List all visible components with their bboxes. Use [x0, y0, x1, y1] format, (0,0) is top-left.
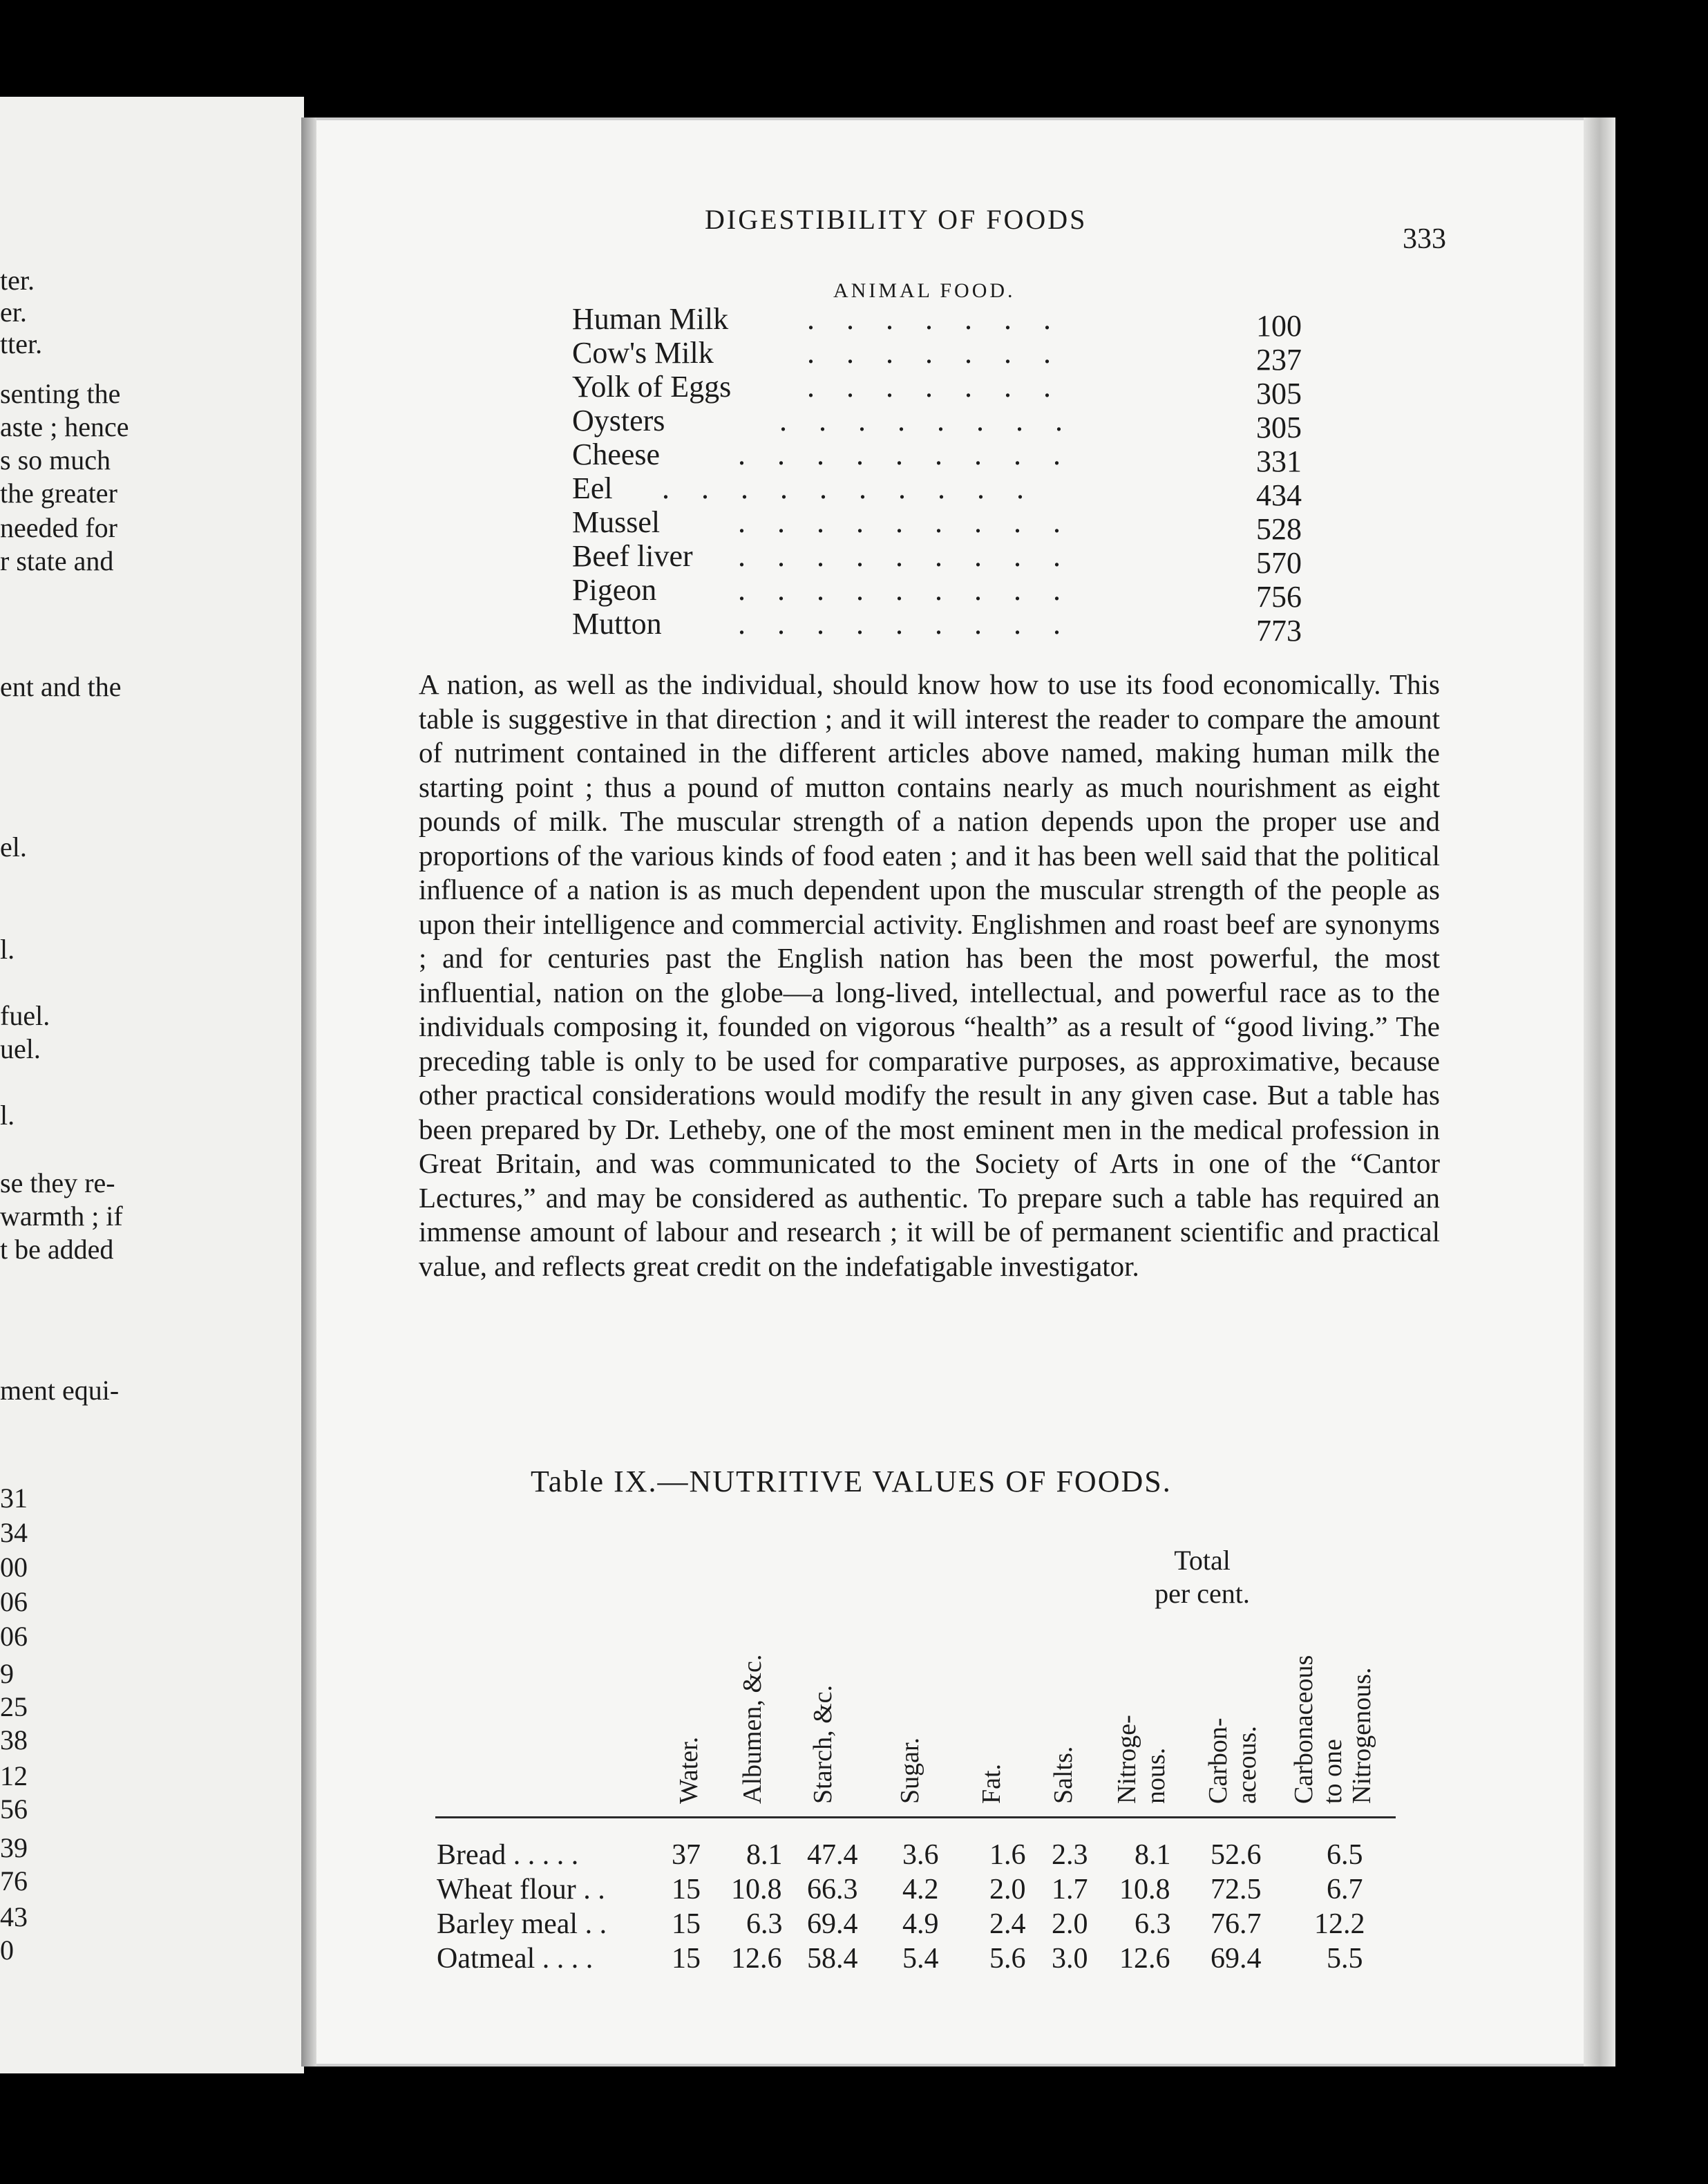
- food-name: Pigeon: [572, 573, 657, 607]
- cell-ratio: 12.2: [1314, 1908, 1365, 1940]
- cell-albumen: 6.3: [746, 1908, 783, 1940]
- food-name: Yolk of Eggs: [572, 370, 732, 404]
- left-line: er.: [0, 296, 27, 328]
- left-line: aste ; hence: [0, 411, 129, 442]
- cell-carbonaceous: 76.7: [1211, 1908, 1262, 1940]
- cell-ratio: 6.7: [1327, 1874, 1363, 1905]
- cell-starch: 47.4: [807, 1839, 858, 1871]
- cell-water: 15: [672, 1943, 701, 1975]
- cell-sugar: 3.6: [902, 1839, 939, 1871]
- left-line: l.: [0, 1100, 15, 1131]
- leader-dots: .......: [807, 370, 1083, 404]
- left-number: 39: [0, 1832, 28, 1863]
- leader-dots: .........: [738, 505, 1092, 539]
- food-name: Oysters: [572, 404, 665, 437]
- food-value: 756: [1256, 580, 1302, 614]
- left-number: 76: [0, 1865, 28, 1896]
- column-header-starch: Starch, &c.: [808, 1684, 837, 1804]
- cell-salts: 1.7: [1052, 1874, 1088, 1905]
- cell-ratio: 6.5: [1327, 1839, 1363, 1871]
- table-rule: [435, 1816, 1396, 1818]
- group-label: Total per cent.: [1155, 1545, 1250, 1609]
- food-name: Cow's Milk: [572, 336, 714, 370]
- left-number: 06: [0, 1621, 28, 1652]
- cell-fat: 5.6: [989, 1943, 1026, 1975]
- food-name: Mutton: [572, 607, 662, 641]
- cell-fat: 2.0: [989, 1874, 1026, 1905]
- cell-starch: 69.4: [807, 1908, 858, 1940]
- left-line: el.: [0, 831, 27, 863]
- left-number: 31: [0, 1482, 28, 1514]
- left-line: needed for: [0, 512, 117, 543]
- cell-sugar: 5.4: [902, 1943, 939, 1975]
- food-list-item: [572, 335, 1360, 377]
- food-list-item: [572, 369, 1360, 411]
- column-header-salts: Salts.: [1049, 1746, 1078, 1804]
- food-name: Beef liver: [572, 539, 693, 573]
- page-number: 333: [1403, 223, 1446, 255]
- left-number: 34: [0, 1517, 28, 1548]
- cell-salts: 2.3: [1052, 1839, 1088, 1871]
- cell-food: Wheat flour . .: [437, 1874, 605, 1905]
- food-value: 528: [1256, 512, 1302, 546]
- table-row: [437, 1838, 1404, 1873]
- cell-water: 15: [672, 1874, 701, 1905]
- column-header-water: Water.: [674, 1736, 703, 1804]
- cell-salts: 3.0: [1052, 1943, 1088, 1975]
- cell-carbonaceous: 52.6: [1211, 1839, 1262, 1871]
- cell-albumen: 8.1: [746, 1839, 783, 1871]
- left-number: 43: [0, 1901, 28, 1932]
- left-number: 06: [0, 1586, 28, 1617]
- cell-albumen: 10.8: [731, 1874, 782, 1905]
- cell-food: Barley meal . .: [437, 1908, 607, 1940]
- cell-starch: 66.3: [807, 1874, 858, 1905]
- left-number: 25: [0, 1691, 28, 1722]
- left-number: 9: [0, 1658, 14, 1689]
- cell-nitrogenous: 8.1: [1135, 1839, 1171, 1871]
- cell-ratio: 5.5: [1327, 1943, 1363, 1975]
- left-line: senting the: [0, 378, 121, 409]
- left-line: the greater: [0, 478, 117, 509]
- cell-nitrogenous: 12.6: [1119, 1943, 1170, 1975]
- column-header-carbonaceous-1: Carbon-: [1204, 1717, 1233, 1804]
- left-number: 00: [0, 1552, 28, 1583]
- column-header-carbonaceous-2: aceous.: [1233, 1726, 1262, 1804]
- left-number: 12: [0, 1760, 28, 1791]
- table-title: Table IX.—NUTRITIVE VALUES OF FOODS.: [531, 1465, 1172, 1498]
- column-header-fat: Fat.: [977, 1763, 1006, 1804]
- running-header: DIGESTIBILITY OF FOODS: [705, 204, 1088, 235]
- food-value: 773: [1256, 614, 1302, 648]
- left-line: s so much: [0, 444, 111, 476]
- body-paragraph: A nation, as well as the individual, should know how to use its food economically. This table is suggestive in that direction ; and it will interest the reader to compare the amount of nutriment contained in the different articles above named, making human milk the starting point ; thus a pound of mutton contains nearly as much nourishment as eight pounds of milk. The muscular strength of a nation depends upon the proper use and proportions of the various kinds of food eaten ; and it has been well said that the political influence of a nation is as much dependent upon the muscular strength of the people as upon their intelligence and commercial activity. Englishmen and roast beef are synonyms ; and for centuries past the English nation has been the most powerful, the most influential, nation on the globe—a long-lived, intellectual, and powerful race as to the individuals composing it, founded on vigorous “health” as a result of “good living.” The preceding table is only to be used for comparative purposes, as approximative, because other practical considerations would modify the result in any given case. But a table has been prepared by Dr. Letheby, one of the most eminent men in the medical profession in Great Britain, and was communicated to the Society of Arts in one of the “Cantor Lectures,” and may be considered as authentic. To prepare such a table has required an immense amount of labour and research ; it will be of permanent scientific and practical value, and reflects great credit on the indefatigable investigator.: [419, 668, 1440, 1282]
- food-value: 570: [1256, 546, 1302, 580]
- cell-fat: 2.4: [989, 1908, 1026, 1940]
- column-header-ratio-3: Nitrogenous.: [1347, 1667, 1376, 1804]
- left-line: warmth ; if: [0, 1201, 123, 1232]
- leader-dots: .........: [738, 539, 1092, 573]
- cell-carbonaceous: 72.5: [1211, 1874, 1262, 1905]
- cell-nitrogenous: 10.8: [1119, 1874, 1170, 1905]
- left-line: uel.: [0, 1033, 41, 1064]
- table-row: [437, 1942, 1404, 1977]
- leader-dots: .......: [807, 302, 1083, 336]
- food-value: 237: [1256, 343, 1302, 377]
- cell-sugar: 4.9: [902, 1908, 939, 1940]
- cell-food: Oatmeal . . . .: [437, 1943, 594, 1975]
- leader-dots: ........: [779, 404, 1094, 437]
- column-header-albumen: Albumen, &c.: [738, 1654, 767, 1804]
- food-name: Cheese: [572, 437, 661, 471]
- left-line: tter.: [0, 328, 43, 359]
- page-edge: [1584, 117, 1615, 2067]
- food-value: 331: [1256, 444, 1302, 478]
- food-value: 434: [1256, 478, 1302, 512]
- left-line: ment equi-: [0, 1375, 120, 1406]
- left-line: r state and: [0, 545, 114, 576]
- table-row: [437, 1873, 1404, 1908]
- food-value: 305: [1256, 411, 1302, 444]
- food-list-item: [572, 505, 1360, 546]
- left-page: [0, 97, 304, 2073]
- left-number: 38: [0, 1724, 28, 1755]
- cell-carbonaceous: 69.4: [1211, 1943, 1262, 1975]
- cell-water: 37: [672, 1839, 701, 1871]
- cell-food: Bread . . . . .: [437, 1839, 579, 1871]
- food-list-item: [572, 572, 1360, 614]
- food-name: Human Milk: [572, 302, 729, 336]
- cell-fat: 1.6: [989, 1839, 1026, 1871]
- column-header-nitrogenous-1: Nitroge-: [1112, 1715, 1141, 1804]
- table-row: [437, 1908, 1404, 1942]
- cell-nitrogenous: 6.3: [1135, 1908, 1171, 1940]
- left-line: se they re-: [0, 1167, 115, 1198]
- leader-dots: .........: [738, 573, 1092, 607]
- left-line: t be added: [0, 1234, 114, 1265]
- leader-dots: ..........: [662, 471, 1056, 505]
- cell-water: 15: [672, 1908, 701, 1940]
- column-header-sugar: Sugar.: [895, 1737, 924, 1804]
- food-name: Eel: [572, 471, 613, 505]
- column-header-nitrogenous-2: nous.: [1141, 1747, 1170, 1804]
- leader-dots: .......: [807, 336, 1083, 370]
- cell-sugar: 4.2: [902, 1874, 939, 1905]
- food-list-item: [572, 437, 1360, 478]
- cell-starch: 58.4: [807, 1943, 858, 1975]
- left-line: l.: [0, 934, 15, 965]
- column-header-ratio-2: to one: [1318, 1739, 1347, 1804]
- section-label: ANIMAL FOOD.: [833, 279, 1016, 302]
- food-list-item: [572, 301, 1360, 343]
- left-line: fuel.: [0, 1000, 50, 1031]
- food-value: 305: [1256, 377, 1302, 411]
- leader-dots: .........: [738, 437, 1092, 471]
- left-line: ter.: [0, 265, 35, 296]
- food-list-item: [572, 403, 1360, 444]
- food-name: Mussel: [572, 505, 661, 539]
- left-number: 0: [0, 1934, 14, 1966]
- food-list-item: [572, 471, 1360, 512]
- cell-albumen: 12.6: [731, 1943, 782, 1975]
- food-list-item: [572, 538, 1360, 580]
- page-gutter: [301, 117, 316, 2067]
- left-line: ent and the: [0, 671, 122, 702]
- leader-dots: .........: [738, 607, 1092, 641]
- food-value: 100: [1256, 309, 1302, 343]
- left-number: 56: [0, 1794, 28, 1825]
- food-list-item: [572, 606, 1360, 648]
- column-header-ratio-1: Carbonaceous: [1289, 1655, 1318, 1804]
- cell-salts: 2.0: [1052, 1908, 1088, 1940]
